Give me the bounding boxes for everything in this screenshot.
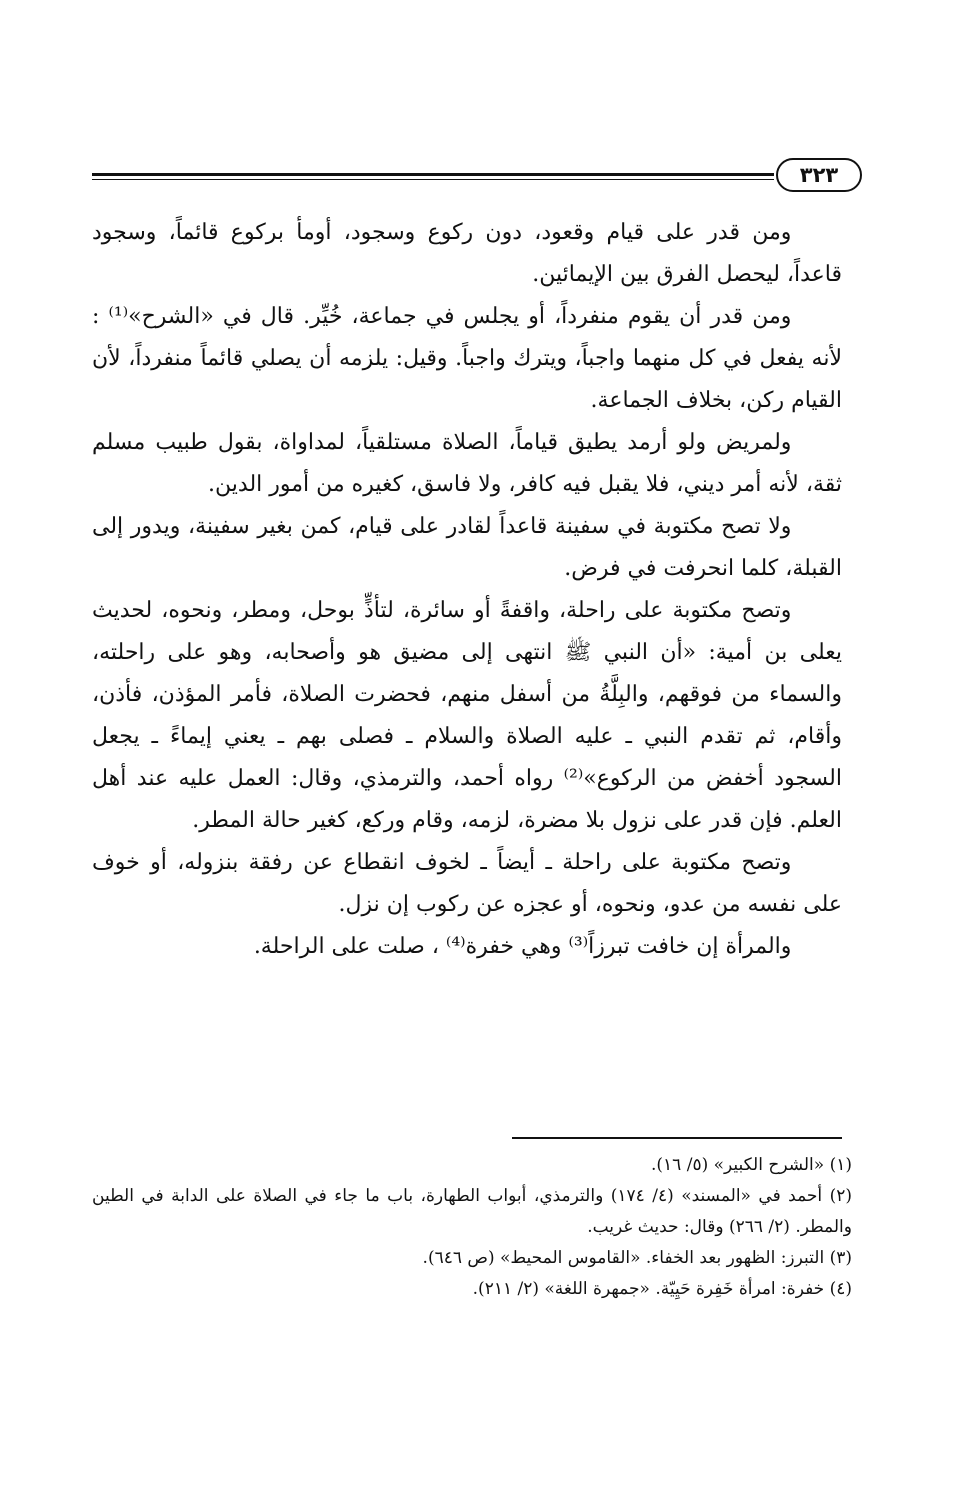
footnote: (٣) التبرز: الظهور بعد الخفاء. «القاموس المحيط» (ص ٦٤٦).: [422, 1248, 852, 1268]
paragraph: وتصح مكتوبة على راحلة ـ أيضاً ـ لخوف انقطاع عن رفقة بنزوله، أو خوف على نفسه من عدو، ونحوه، أو عجزه عن ركوب إن نزل.: [92, 850, 842, 917]
page-header: [92, 163, 862, 187]
paragraph: ومن قدر أن يقوم منفرداً، أو يجلس في جماعة، خُيِّر. قال في «الشرح»⁽¹⁾ : لأنه يفعل في كل منهما واجباً، ويترك واجباً. وقيل: يلزمه أن يصلي قائماً منفرداً، لأن القيام ركن، بخلاف الجماعة.: [92, 304, 842, 413]
main-text: [92, 212, 842, 968]
paragraph: ومن قدر على قيام وقعود، دون ركوع وسجود، أومأ بركوع قائماً، وسجود قاعداً، ليحصل الفرق بين الإيمائين.: [92, 220, 842, 287]
paragraph: والمرأة إن خافت تبرزاً⁽³⁾ وهي خفرة⁽⁴⁾ ، صلت على الراحلة.: [253, 934, 792, 959]
page-number: ٣٢٣: [776, 158, 862, 192]
header-rule-thick: [92, 173, 774, 176]
footnote: (١) «الشرح الكبير» (٥/ ١٦).: [650, 1155, 852, 1175]
footnotes: [92, 1150, 852, 1305]
header-rule-thin: [92, 179, 774, 180]
footnote: (٤) خفرة: امرأة خَفِرة حَيِيّة. «جمهرة اللغة» (٢/ ٢١١).: [472, 1279, 852, 1299]
paragraph: ولمريض ولو أرمد يطيق قياماً، الصلاة مستلقياً، لمداواة، بقول طبيب مسلم ثقة، لأنه أمر ديني، فلا يقبل فيه كافر، ولا فاسق، كغيره من أمور الدين.: [92, 430, 842, 497]
paragraph: وتصح مكتوبة على راحلة، واقفةً أو سائرة، لتأذٍّ بوحل، ومطر، ونحوه، لحديث يعلى بن أمية: «أن النبي ﷺ انتهى إلى مضيق هو وأصحابه، وهو على راحلته، والسماء من فوقهم، والبِلَّةُ من أسفل منهم، فحضرت الصلاة، فأمر المؤذن، فأذن، وأقام، ثم تقدم النبي ـ عليه الصلاة والسلام ـ فصلى بهم ـ يعني إيماءً ـ يجعل السجود أخفض من الركوع»⁽²⁾ رواه أحمد، والترمذي، وقال: العمل عليه عند أهل العلم. فإن قدر على نزول بلا مضرة، لزمه، وقام وركع، كغير حالة المطر.: [92, 598, 842, 833]
paragraph: ولا تصح مكتوبة في سفينة قاعداً لقادر على قيام، كمن بغير سفينة، ويدور إلى القبلة، كلما انحرفت في فرض.: [92, 514, 842, 581]
footnote-separator: [512, 1137, 842, 1139]
footnote: (٢) أحمد في «المسند» (٤/ ١٧٤) والترمذي، أبواب الطهارة، باب ما جاء في الصلاة على الدابة في الطين والمطر. (٢/ ٢٦٦) وقال: حديث غريب.: [92, 1186, 852, 1237]
